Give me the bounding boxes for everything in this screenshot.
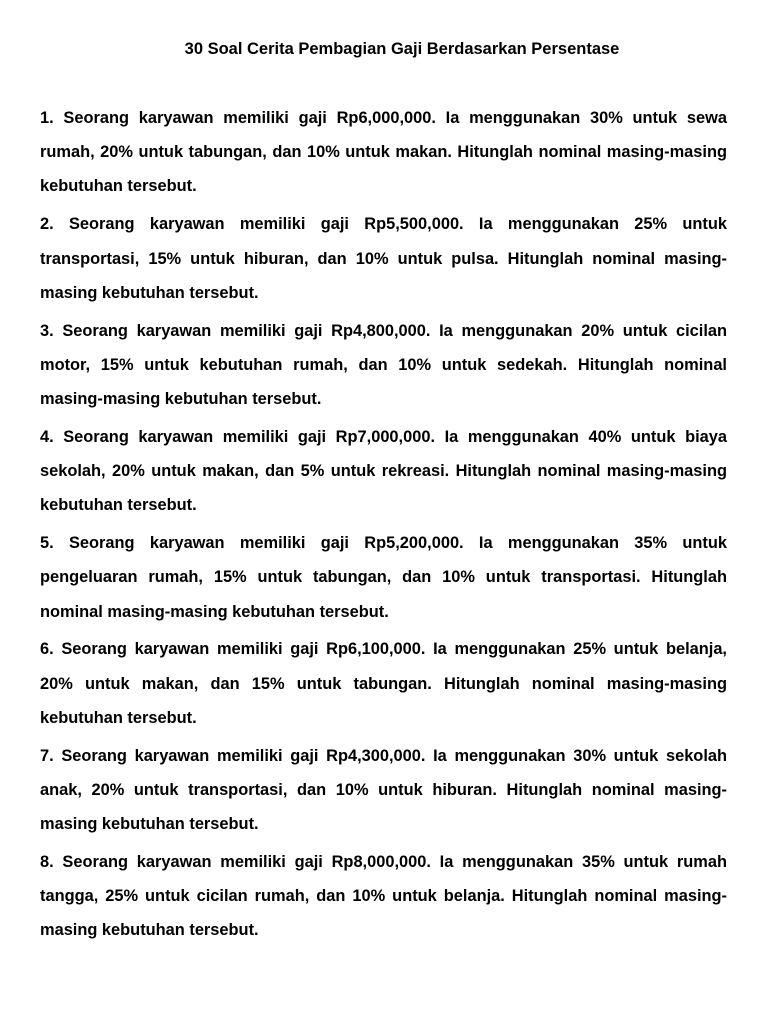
question-item-8: 8. Seorang karyawan memiliki gaji Rp8,000,000. Ia menggunakan 35% untuk rumah tangga, 25% untuk cicilan rumah, dan 10% untuk belanja. Hitunglah nominal masing-masing kebutuhan tersebut. bbox=[40, 853, 727, 940]
question-item-4: 4. Seorang karyawan memiliki gaji Rp7,000,000. Ia menggunakan 40% untuk biaya sekolah, 20% untuk makan, dan 5% untuk rekreasi. Hitunglah nominal masing-masing kebutuhan tersebut. bbox=[40, 427, 727, 515]
question-item-6: 6. Seorang karyawan memiliki gaji Rp6,100,000. Ia menggunakan 25% untuk belanja, 20% untuk makan, dan 15% untuk tabungan. Hitunglah nominal masing-masing kebutuhan tersebut. bbox=[40, 640, 727, 727]
question-list bbox=[40, 101, 727, 951]
question-item-3: 3. Seorang karyawan memiliki gaji Rp4,800,000. Ia menggunakan 20% untuk cicilan motor, 15% untuk kebutuhan rumah, dan 10% untuk sedekah. Hitunglah nominal masing-masing kebutuhan tersebut. bbox=[40, 321, 727, 408]
question-item-5: 5. Seorang karyawan memiliki gaji Rp5,200,000. Ia menggunakan 35% untuk pengeluaran rumah, 15% untuk tabungan, dan 10% untuk transportasi. Hitunglah nominal masing-masing kebutuhan tersebut. bbox=[40, 534, 727, 621]
document-title: 30 Soal Cerita Pembagian Gaji Berdasarkan Persentase bbox=[184, 40, 620, 58]
question-item-7: 7. Seorang karyawan memiliki gaji Rp4,300,000. Ia menggunakan 30% untuk sekolah anak, 20% untuk transportasi, dan 10% untuk hiburan. Hitunglah nominal masing-masing kebutuhan tersebut. bbox=[40, 746, 727, 834]
question-item-2: 2. Seorang karyawan memiliki gaji Rp5,500,000. Ia menggunakan 25% untuk transportasi, 15% untuk hiburan, dan 10% untuk pulsa. Hitunglah nominal masing-masing kebutuhan tersebut. bbox=[40, 215, 727, 302]
question-item-1: 1. Seorang karyawan memiliki gaji Rp6,000,000. Ia menggunakan 30% untuk sewa rumah, 20% untuk tabungan, dan 10% untuk makan. Hitunglah nominal masing-masing kebutuhan tersebut. bbox=[40, 109, 727, 196]
